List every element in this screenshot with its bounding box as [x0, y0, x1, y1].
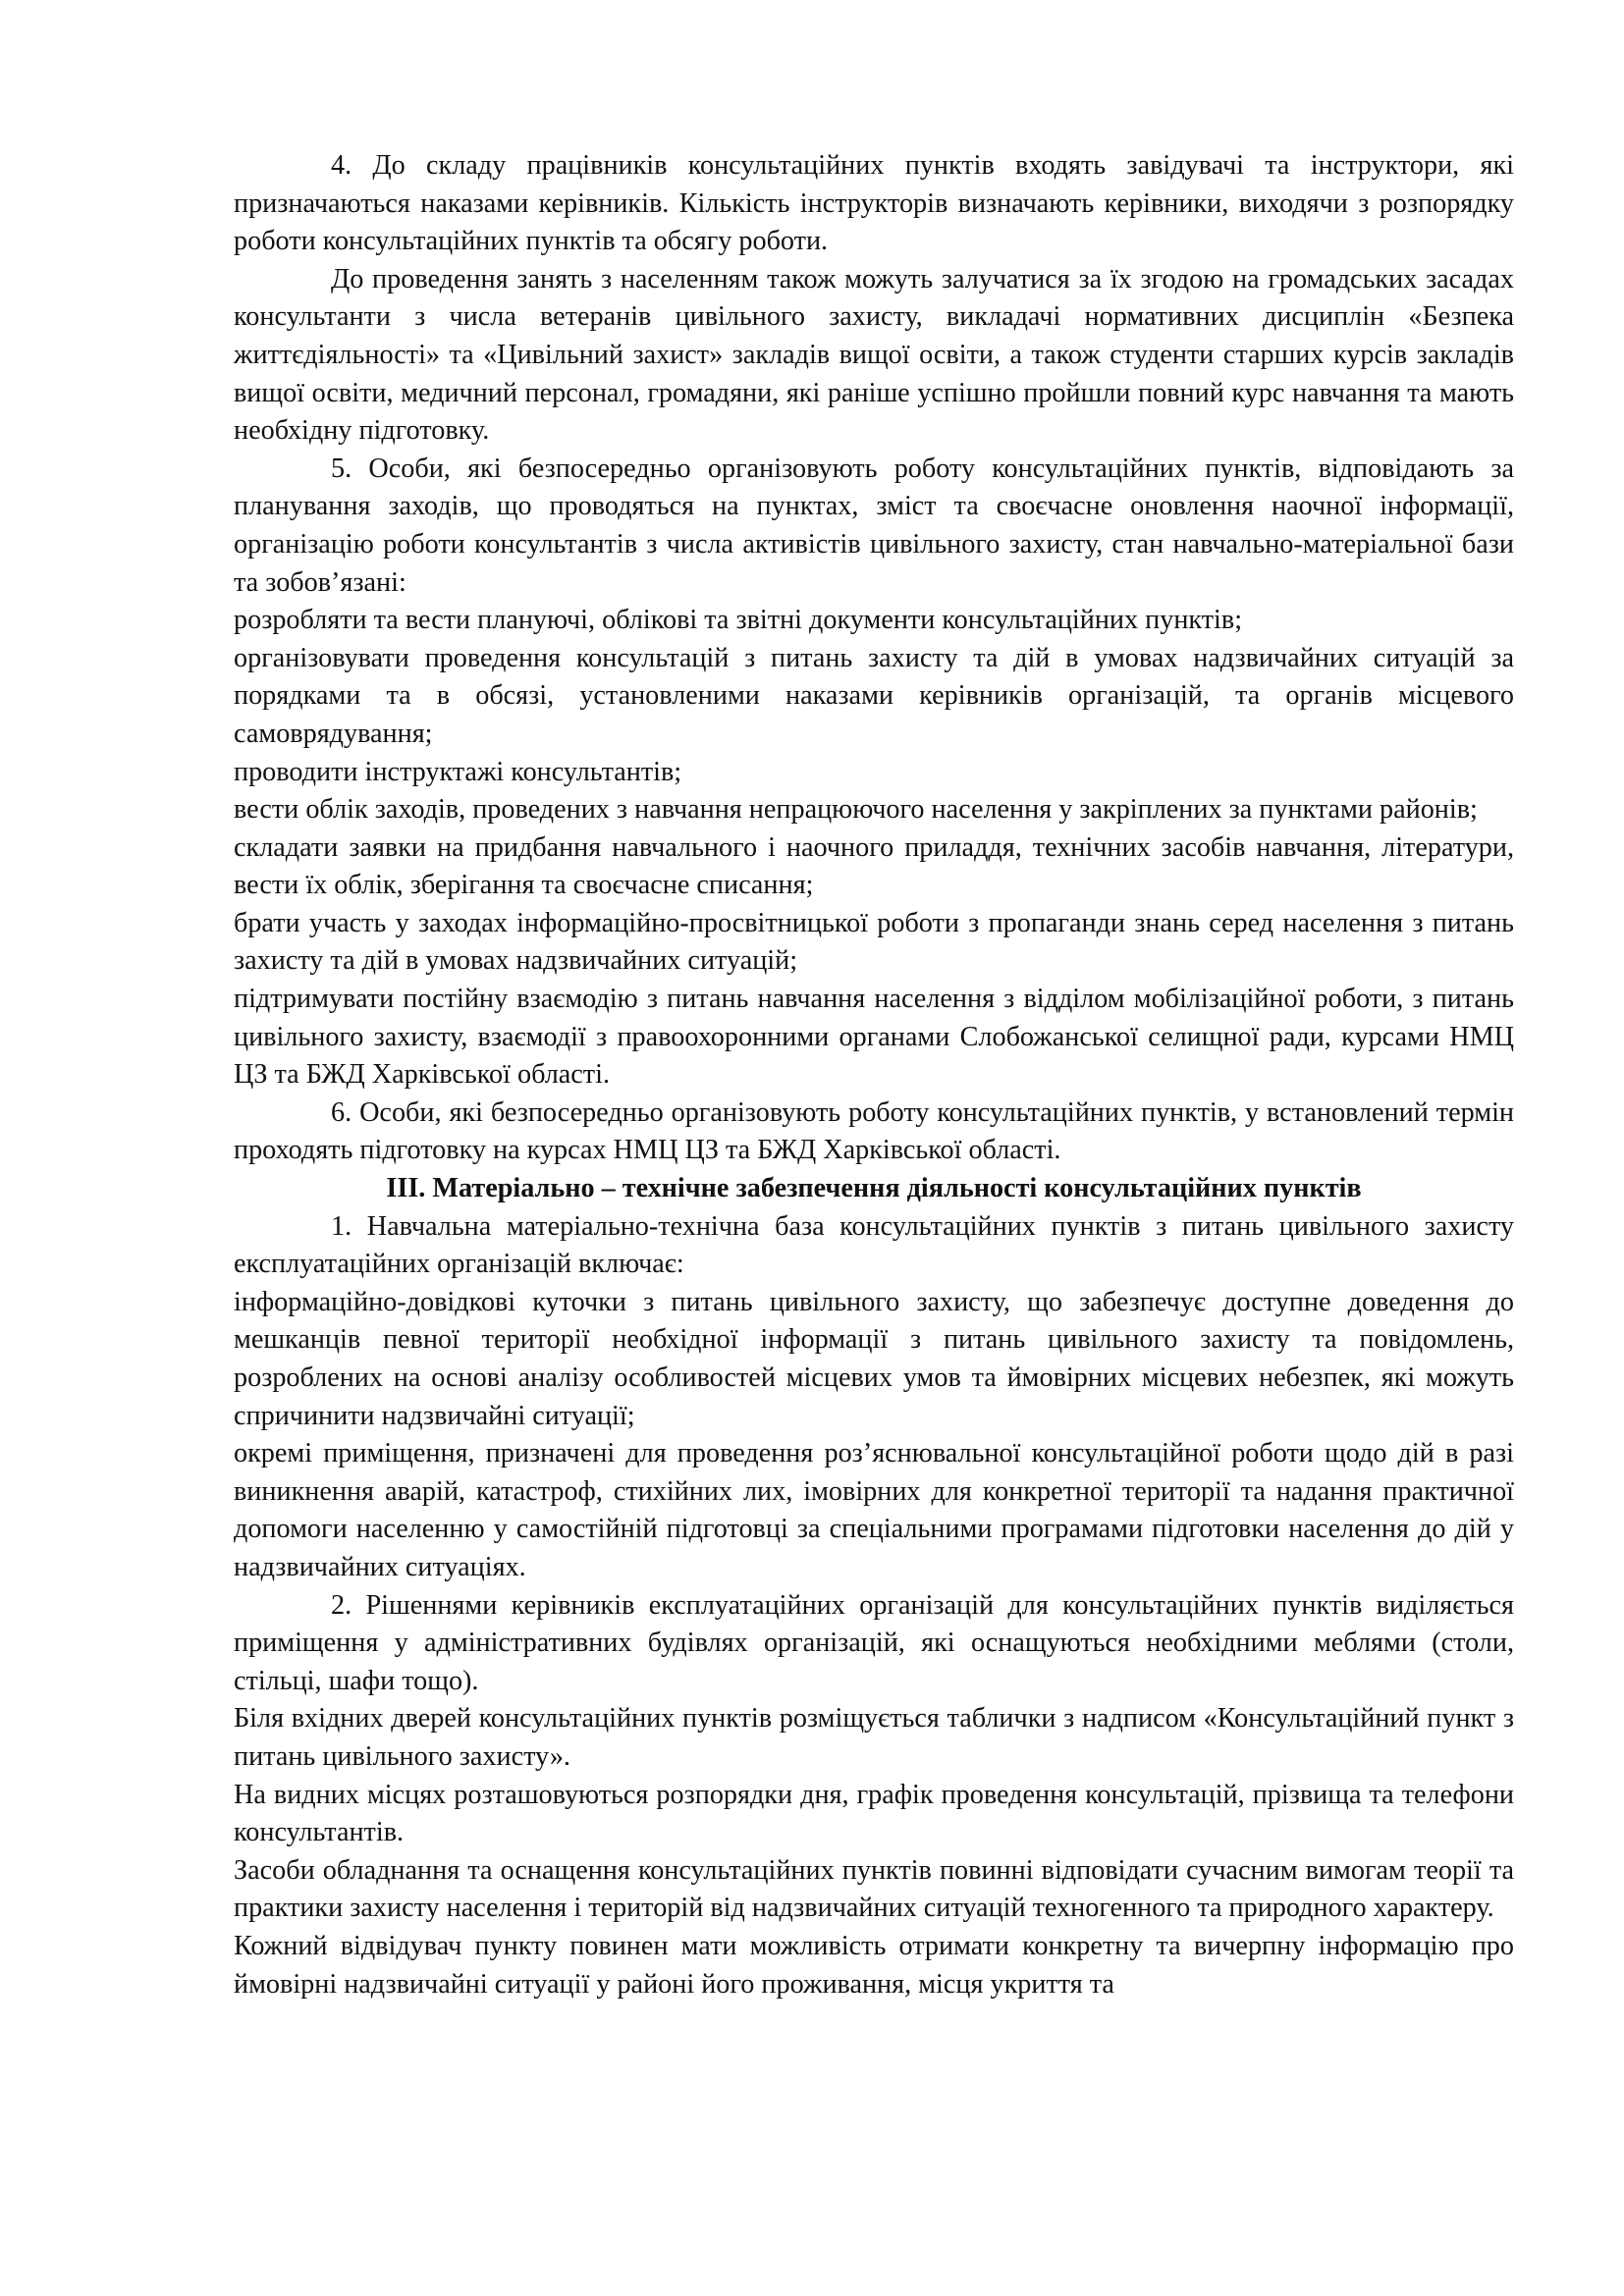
duty-item-records: вести облік заходів, проведених з навчання непрацюючого населення у закріплених за пунктами районів; — [234, 794, 1478, 826]
paragraph-visitor-info: Кожний відвідувач пункту повинен мати можливість отримати конкретну та вичерпну інформацію про ймовірні надзвичайні ситуації у районі його проживання, місця укриття та — [234, 1930, 1514, 2000]
duty-item-documents: розробляти та вести плануючі, облікові та звітні документи консультаційних пунктів; — [234, 605, 1243, 636]
duty-item-requests: складати заявки на придбання навчального і наочного приладдя, технічних засобів навчання, літератури, вести їх облік, зберігання та своєчасне списання; — [234, 831, 1514, 901]
paragraph-door-sign: Біля вхідних дверей консультаційних пунктів розміщується таблички з надписом «Консультаційний пункт з питань цивільного захисту». — [234, 1703, 1514, 1772]
duty-item-briefings: проводити інструктажі консультантів; — [234, 756, 682, 787]
duty-item-outreach: брати участь у заходах інформаційно-просвітницької роботи з пропаганди знань серед населення з питань захисту та дій в умовах надзвичайних ситуацій; — [234, 907, 1514, 977]
paragraph-volunteer-consultants: До проведення занять з населенням також можуть залучатися за їх згодою на громадських засадах консультанти з числа ветеранів цивільного захисту, викладачі нормативних дисциплін «Безпека життєдіяльності» та «Цивільний захист» закладів вищої освіти, а також студенти старших курсів закладів вищої освіти, медичний персонал, громадяни, які раніше успішно пройшли повний курс навчання та мають необхідну підготовку. — [234, 263, 1514, 447]
duty-item-consultations: організовувати проведення консультацій з питань захисту та дій в умовах надзвичайних ситуацій за порядками та в обсязі, установленими наказами керівників організацій, та органів місцевого самоврядування; — [234, 642, 1514, 749]
paragraph-training-courses: 6. Особи, які безпосередньо організовують роботу консультаційних пунктів, у встановлений термін проходять підготовку на курсах НМЦ ЦЗ та БЖД Харківської області. — [234, 1096, 1514, 1166]
paragraph-responsible-persons: 5. Особи, які безпосередньо організовують роботу консультаційних пунктів, відповідають за планування заходів, що проводяться на пунктах, зміст та своєчасне оновлення наочної інформації, організацію роботи консультантів з числа активістів цивільного захисту, стан навчально-матеріальної бази та зобов’язані: — [234, 453, 1514, 598]
paragraph-schedules: На видних місцях розташовуються розпорядки дня, графік проведення консультацій, прізвища та телефони консультантів. — [234, 1779, 1514, 1848]
section-heading-3: ІІІ. Матеріально – технічне забезпечення діяльності консультаційних пунктів — [386, 1173, 1362, 1204]
paragraph-premises: 2. Рішеннями керівників експлуатаційних організацій для консультаційних пунктів виділяється приміщення у адміністративних будівлях організацій, які оснащуються необхідними меблями (столи, стільці, шафи тощо). — [234, 1589, 1514, 1696]
base-item-info-corners: інформаційно-довідкові куточки з питань цивільного захисту, що забезпечує доступне доведення до мешканців певної території необхідної інформації з питань цивільного захисту та повідомлень, розроблених на основі аналізу особливостей місцевих умов та ймовірних місцевих небезпек, які можуть спричинити надзвичайні ситуації; — [234, 1286, 1514, 1431]
paragraph-equipment: Засоби обладнання та оснащення консультаційних пунктів повинні відповідати сучасним вимогам теорії та практики захисту населення і територій від надзвичайних ситуацій техногенного та природного характеру. — [234, 1854, 1514, 1924]
document-page — [234, 147, 1514, 2003]
duty-item-cooperation: підтримувати постійну взаємодію з питань навчання населення з відділом мобілізаційної роботи, з питань цивільного захисту, взаємодії з правоохоронними органами Слобожанської селищної ради, курсами НМЦ ЦЗ та БЖД Харківської області. — [234, 984, 1514, 1091]
paragraph-staff-composition: 4. До складу працівників консультаційних пунктів входять завідувачі та інструктори, які призначаються наказами керівників. Кількість інструкторів визначають керівники, виходячи з розпорядку роботи консультаційних пунктів та обсягу роботи. — [234, 150, 1514, 257]
paragraph-material-base: 1. Навчальна матеріально-технічна база консультаційних пунктів з питань цивільного захисту експлуатаційних організацій включає: — [234, 1210, 1514, 1280]
base-item-rooms: окремі приміщення, призначені для проведення роз’яснювальної консультаційної роботи щодо дій в разі виникнення аварій, катастроф, стихійних лих, імовірних для конкретної території та надання практичної допомоги населенню у самостійній підготовці за спеціальними програмами підготовки населення до дій у надзвичайних ситуаціях. — [234, 1438, 1514, 1582]
